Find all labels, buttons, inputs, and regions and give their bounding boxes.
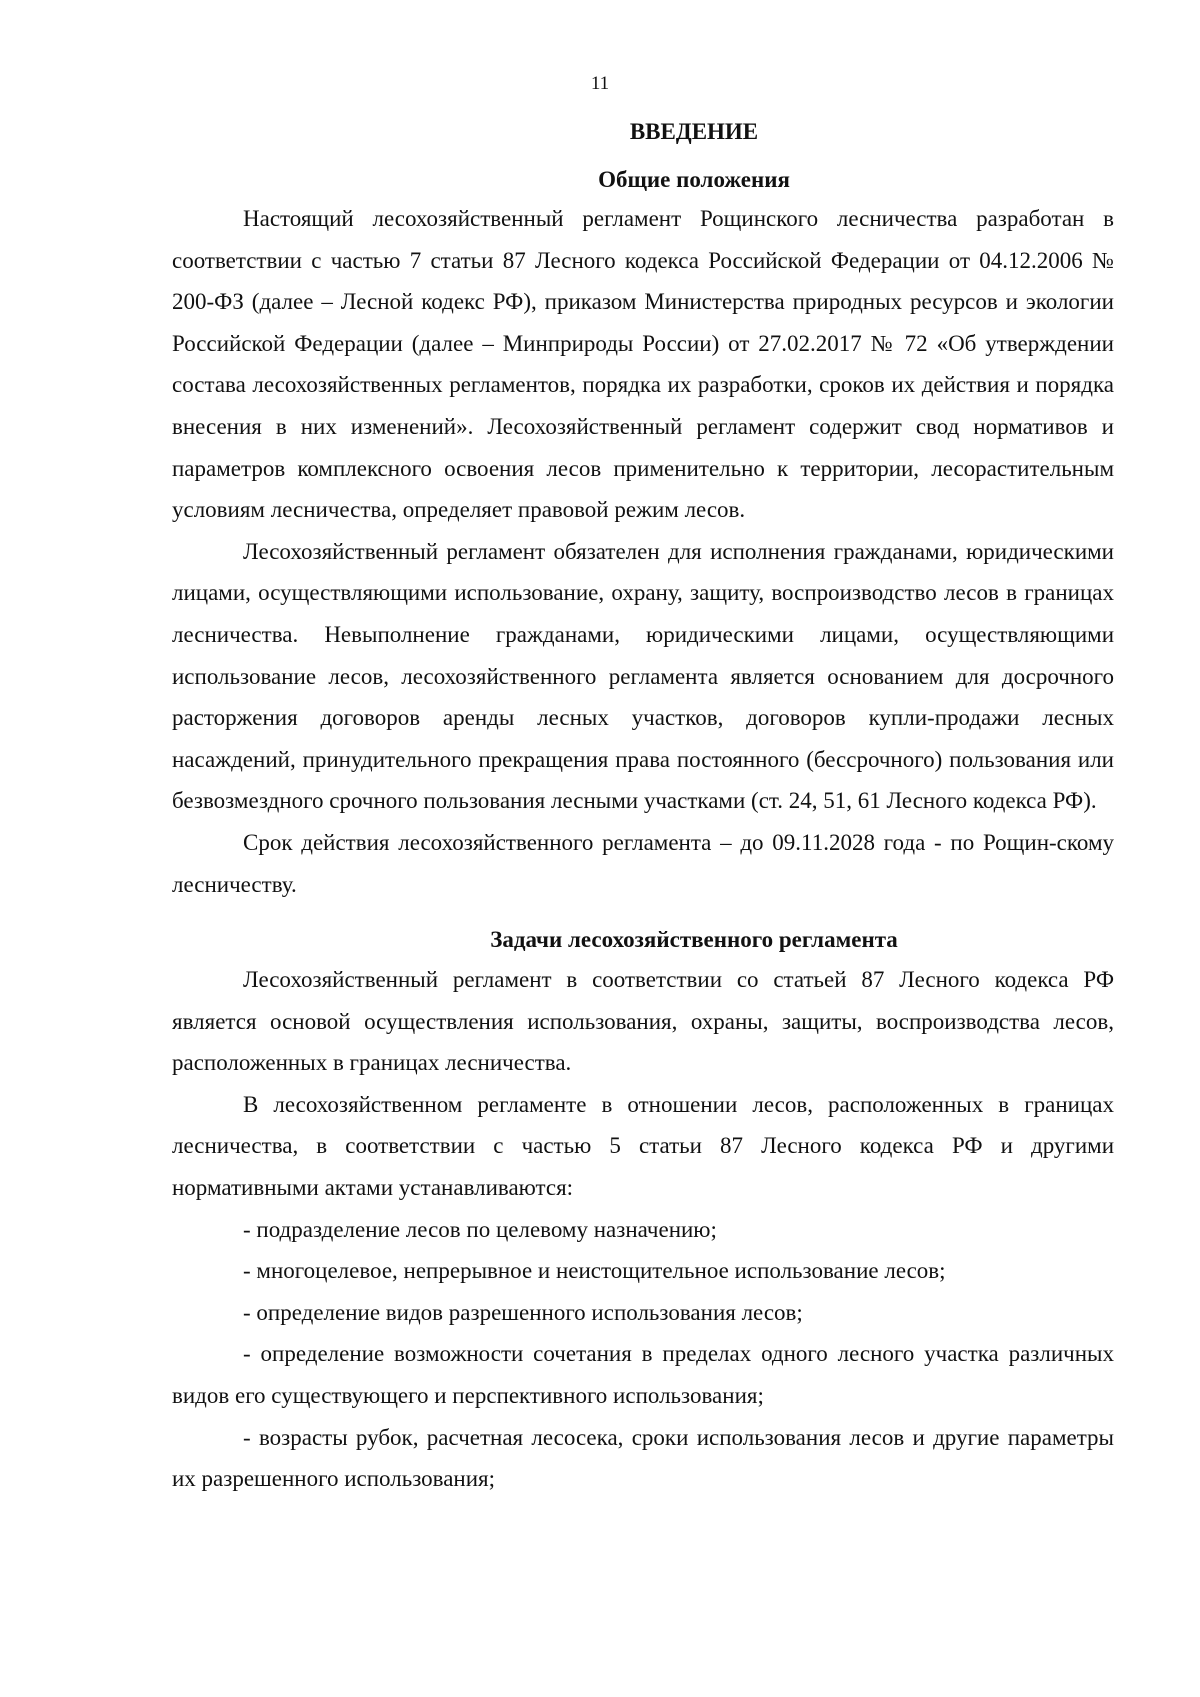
page-number: 11 xyxy=(590,73,610,94)
page-content xyxy=(172,112,1114,1500)
task-item-5: - возрасты рубок, расчетная лесосека, сроки использования лесов и другие параметры их разрешенного использования; xyxy=(172,1424,1114,1492)
general-provisions-heading: Общие положения xyxy=(598,167,790,192)
tasks-heading: Задачи лесохозяйственного регламента xyxy=(490,927,898,953)
general-paragraph-1: Настоящий лесохозяйственный регламент Рощинского лесничества разработан в соответствии с частью 7 статьи 87 Лесного кодекса Российской Федерации от 04.12.2006 № 200-ФЗ (далее – Лесной кодекс РФ), приказом Министерства природных ресурсов и экологии Российской Федерации (далее – Минприроды России) от 27.02.2017 № 72 «Об утверждении состава лесохозяйственных регламентов, порядка их разработки, сроков их действия и порядка внесения в них изменений». Лесохозяйственный регламент содержит свод нормативов и параметров комплексного освоения лесов применительно к территории, лесорастительным условиям лесничества, определяет правовой режим лесов. xyxy=(172,206,1114,523)
tasks-paragraph-1: Лесохозяйственный регламент в соответствии со статьей 87 Лесного кодекса РФ является основой осуществления использования, охраны, защиты, воспроизводства лесов, расположенных в границах лесничества. xyxy=(172,967,1114,1076)
tasks-paragraph-2: В лесохозяйственном регламенте в отношении лесов, расположенных в границах лесничества, в соответствии с частью 5 статьи 87 Лесного кодекса РФ и другими нормативными актами устанавливаются: xyxy=(172,1091,1114,1201)
task-item-2: - многоцелевое, непрерывное и неистощительное использование лесов; xyxy=(243,1258,946,1284)
general-paragraph-2: Лесохозяйственный регламент обязателен для исполнения гражданами, юридическими лицами, осуществляющими использование, охрану, защиту, воспроизводство лесов в границах лесничества. Невыполнение гражданами, юридическими лицами, осуществляющими использование лесов, лесохозяйственного регламента является основанием для досрочного расторжения договоров аренды лесных участков, договоров купли-продажи лесных насаждений, принудительного прекращения права постоянного (бессрочного) пользования или безвозмездного срочного пользования лесными участками (ст. 24, 51, 61 Лесного кодекса РФ). xyxy=(172,538,1114,814)
main-heading: ВВЕДЕНИЕ xyxy=(629,119,759,144)
task-item-4: - определение возможности сочетания в пределах одного лесного участка различных видов его существующего и перспективного использования; xyxy=(172,1341,1114,1409)
task-item-1: - подразделение лесов по целевому назначению; xyxy=(243,1216,717,1242)
general-paragraph-3: Срок действия лесохозяйственного регламента – до 09.11.2028 года - по Рощин-скому лесничеству. xyxy=(172,829,1114,897)
task-item-3: - определение видов разрешенного использования лесов; xyxy=(243,1299,803,1325)
